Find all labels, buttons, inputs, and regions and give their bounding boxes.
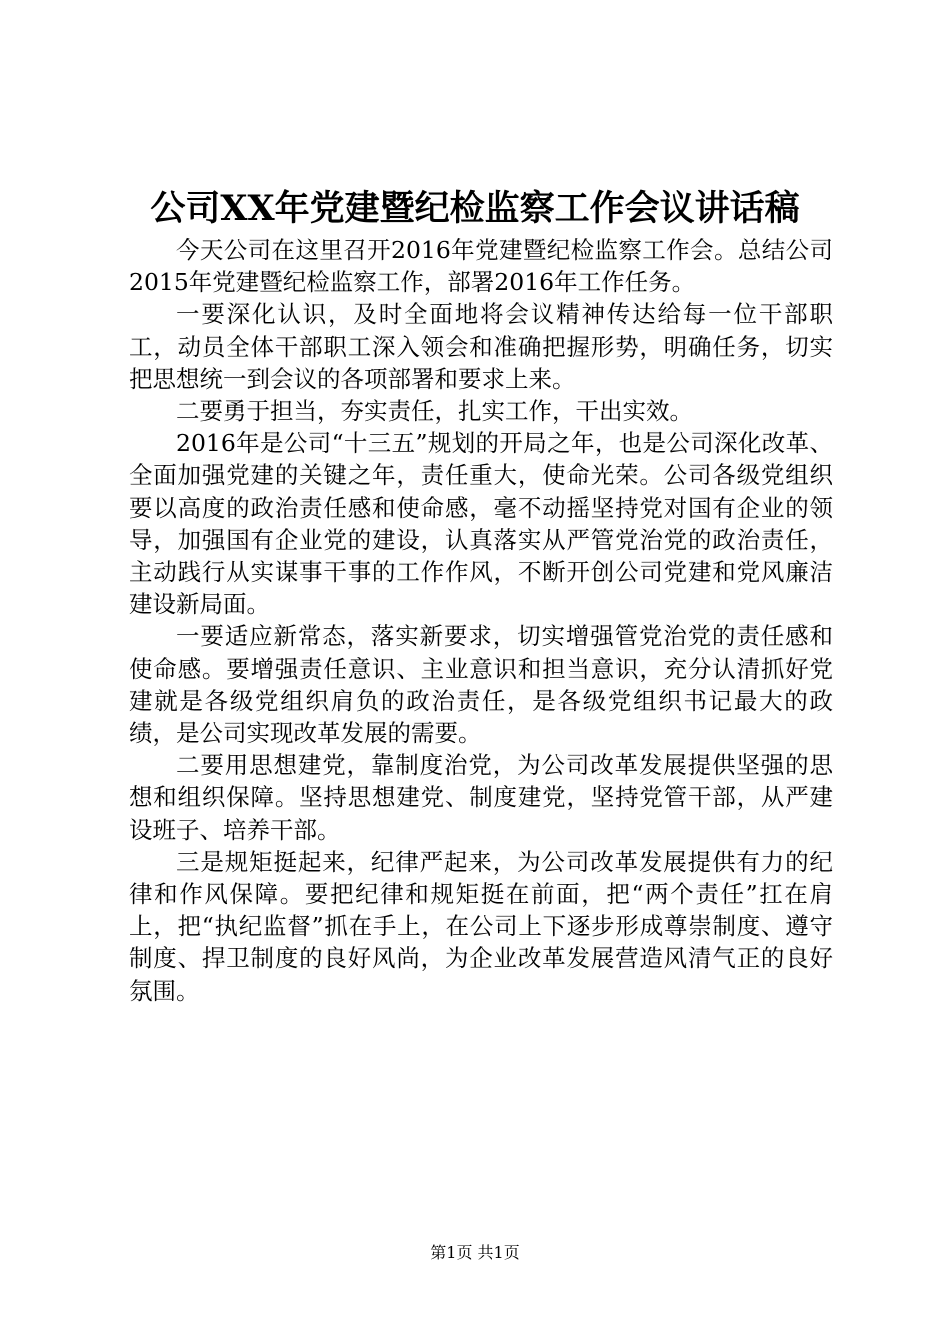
paragraph: 二要勇于担当，夯实责任，扎实工作，干出实效。 <box>176 397 693 426</box>
paragraph: 三是规矩挺起来，纪律严起来，为公司改革发展提供有力的纪律和作风保障。要把纪律和规矩挺在前面，把“两个责任”扛在肩上，把“执纪监督”抓在手上，在公司上下逐步形成尊崇制度、遵守制度、捍卫制度的良好风尚，为企业改革发展营造风清气正的良好氛围。 <box>129 847 833 1005</box>
paragraph: 2016年是公司“十三五”规划的开局之年，也是公司深化改革、全面加强党建的关键之年，责任重大，使命光荣。公司各级党组织要以高度的政治责任感和使命感，毫不动摇坚持党对国有企业的领导，加强国有企业党的建设，认真落实从严管党治党的政治责任，主动践行从实谋事干事的工作作风，不断开创公司党建和党风廉洁建设新局面。 <box>129 429 833 619</box>
page-footer: 第1页 共1页 <box>430 1243 520 1262</box>
paragraph: 今天公司在这里召开2016年党建暨纪检监察工作会。总结公司2015年党建暨纪检监察工作，部署2016年工作任务。 <box>129 236 833 297</box>
document-title: 公司XX年党建暨纪检监察工作会议讲话稿 <box>150 188 800 229</box>
paragraph: 一要适应新常态，落实新要求，切实增强管党治党的责任感和使命感。要增强责任意识、主业意识和担当意识，充分认清抓好党建就是各级党组织肩负的政治责任，是各级党组织书记最大的政绩，是公司实现改革发展的需要。 <box>129 622 833 748</box>
paragraph: 一要深化认识，及时全面地将会议精神传达给每一位干部职工，动员全体干部职工深入领会和准确把握形势，明确任务，切实把思想统一到会议的各项部署和要求上来。 <box>129 300 833 393</box>
document-body <box>129 234 833 1007</box>
paragraph: 二要用思想建党，靠制度治党，为公司改革发展提供坚强的思想和组织保障。坚持思想建党、制度建党，坚持党管干部，从严建设班子、培养干部。 <box>129 751 833 844</box>
